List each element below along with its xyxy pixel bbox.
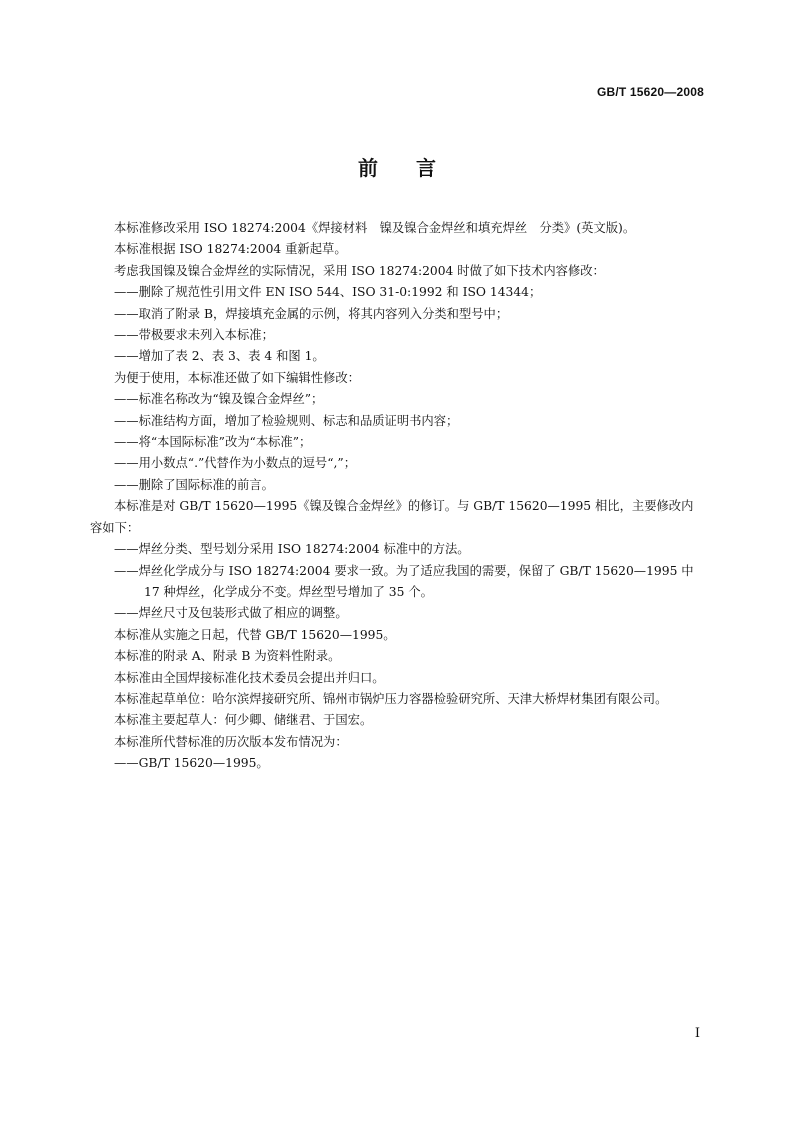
- paragraph: 本标准根据 ISO 18274:2004 重新起草。: [114, 242, 347, 257]
- paragraph: 本标准起草单位：哈尔滨焊接研究所、锦州市锅炉压力容器检验研究所、天津大桥焊材集团有限公司。: [114, 691, 668, 706]
- paragraph: 本标准由全国焊接标准化技术委员会提出并归口。: [114, 670, 385, 685]
- list-item: ——标准名称改为“镍及镍合金焊丝”；: [114, 392, 324, 407]
- standard-code-header: GB/T 15620—2008: [596, 85, 704, 99]
- list-item: ——标准结构方面，增加了检验规则、标志和品质证明书内容；: [114, 413, 459, 428]
- list-item: ——GB/T 15620—1995。: [114, 756, 269, 771]
- paragraph: 本标准的附录 A、附录 B 为资料性附录。: [114, 649, 341, 664]
- paragraph: 本标准所代替标准的历次版本发布情况为：: [114, 734, 348, 749]
- paragraph: 本标准从实施之日起，代替 GB/T 15620—1995。: [114, 627, 396, 642]
- list-item: ——用小数点“.”代替作为小数点的逗号“,”；: [114, 456, 357, 471]
- list-item: ——焊丝分类、型号划分采用 ISO 18274:2004 标准中的方法。: [114, 542, 470, 557]
- list-item: ——带极要求未列入本标准；: [114, 328, 274, 343]
- paragraph: 考虑我国镍及镍合金焊丝的实际情况，采用 ISO 18274:2004 时做了如下技术内容修改：: [114, 263, 605, 278]
- list-item: ——取消了附录 B，焊接填充金属的示例，将其内容列入分类和型号中；: [114, 306, 509, 321]
- list-item: ——增加了表 2、表 3、表 4 和图 1。: [114, 349, 325, 364]
- page-number: I: [694, 1026, 700, 1041]
- list-item: ——焊丝化学成分与 ISO 18274:2004 要求一致。为了适应我国的需要，保留了 GB/T 15620—1995 中 17 种焊丝，化学成分不变。焊丝型号增加了 35 个。: [114, 563, 694, 599]
- page-title: 前言: [358, 156, 474, 180]
- list-item: ——将“本国际标准”改为“本标准”；: [114, 435, 312, 450]
- list-item: ——删除了国际标准的前言。: [114, 477, 274, 492]
- foreword-body: [90, 218, 704, 775]
- list-item: ——删除了规范性引用文件 EN ISO 544、ISO 31-0:1992 和 ISO 14344；: [114, 285, 542, 300]
- paragraph: 本标准是对 GB/T 15620—1995《镍及镍合金焊丝》的修订。与 GB/T 15620—1995 相比，主要修改内容如下：: [90, 499, 694, 535]
- paragraph: 为便于使用，本标准还做了如下编辑性修改：: [114, 370, 360, 385]
- paragraph: 本标准修改采用 ISO 18274:2004《焊接材料 镍及镍合金焊丝和填充焊丝 分类》(英文版)。: [114, 221, 636, 235]
- list-item: ——焊丝尺寸及包装形式做了相应的调整。: [114, 606, 348, 621]
- paragraph: 本标准主要起草人：何少卿、储继君、于国宏。: [114, 713, 373, 728]
